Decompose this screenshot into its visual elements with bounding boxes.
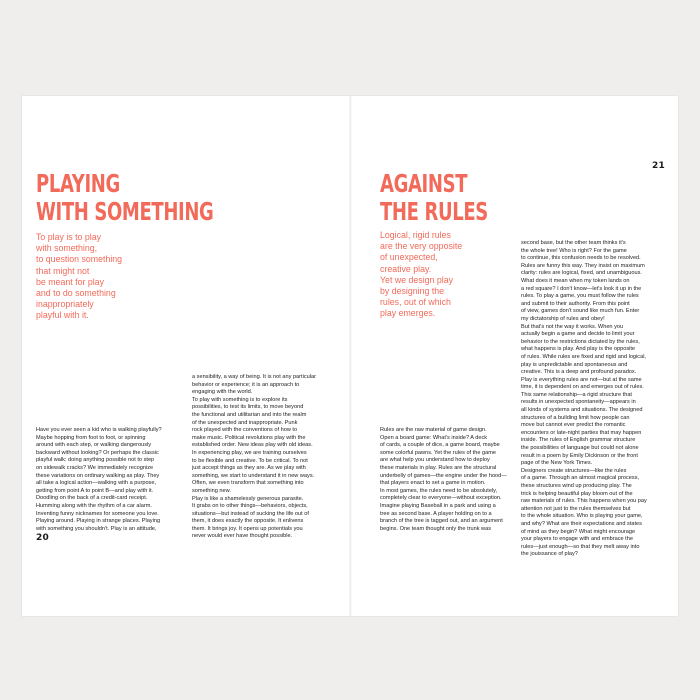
text-line: these variations on ordinary walking as play. They (36, 472, 160, 479)
lede-line: that might not (36, 265, 90, 276)
text-line: of mind as they begin? What might encourage (521, 528, 636, 535)
text-line: with something you shouldn't. Play is an attitude, (36, 525, 157, 532)
text-line: inside. The rules of English grammar structure (521, 437, 636, 444)
heading-line: THE RULES (380, 197, 488, 226)
lede-line: by designing the (380, 286, 445, 297)
heading-line: AGAINST (380, 169, 468, 198)
text-line: clarity: rules are logical, fixed, and unambiguous. (521, 270, 642, 277)
text-line: Inventing funny nicknames for someone you love. (36, 510, 159, 517)
lede-line: to question something (36, 254, 123, 265)
text-line: underbelly of games—the engine under the hood— (380, 472, 507, 479)
text-line: a sensibility, a way of being. It is not any particular (192, 374, 316, 380)
book-gutter (349, 96, 353, 616)
lede-line: rules, out of which (380, 297, 451, 308)
text-line: What does it mean when my token lands on (521, 277, 630, 284)
text-line: and submit to their authority. From this point (521, 300, 630, 307)
text-line: rock played with the conventions of how to (192, 427, 298, 434)
text-line: around with each step, or walking dangerously (36, 442, 152, 449)
text-line: move but cannot ever predict the romantic (521, 422, 626, 429)
text-line: actually begin a game and decide to limit your (521, 331, 635, 338)
text-line: something, we start to understand it in new ways. (192, 472, 315, 479)
text-line: are what help you understand how to deploy (380, 457, 490, 464)
text-line: my dictatorship of rules and obey! (521, 315, 605, 322)
text-line: completely clear to everyone—without exception. (380, 495, 502, 502)
text-line: Humming along with the rhythm of a car alarm. (36, 502, 152, 509)
text-line: results in unexpected spontaneity—appears in (521, 399, 636, 406)
text-line: possibilities, to test its limits, to move beyond (192, 404, 304, 411)
lede-line: are the very opposite (380, 241, 463, 252)
right-page-heading (380, 170, 488, 226)
text-line: your players to engage with and embrace the (521, 536, 633, 543)
heading-line: WITH SOMETHING (36, 197, 214, 226)
text-line: rules—just enough—so that they melt away into (521, 543, 640, 550)
text-line: something new. (192, 487, 231, 494)
text-line: begins. One team thought only the trunk was (380, 525, 492, 532)
text-line: Open a board game: What's inside? A deck (380, 434, 488, 441)
text-line: getting from point A to point B—and play with it. (36, 487, 154, 494)
text-line: Play is like a shamelessly generous parasite. (192, 495, 304, 502)
text-line: to be flexible and creative. To be critical. To not (192, 457, 308, 464)
text-line: a red square? I don't know—let's look it up in the (521, 285, 642, 292)
text-line: time, it is dependent on and emerges out of rules. (521, 384, 644, 391)
text-line: what happens is play. And play is the opposite (521, 346, 636, 353)
text-line: Playing around. Playing in strange places. Playing (36, 518, 161, 525)
lede-line: with something, (36, 243, 98, 254)
text-line: of rules. While rules are fixed and rigid and logical, (521, 353, 646, 360)
page-number-right: 21 (652, 161, 666, 171)
text-line: that players enact to set a game in motion. (380, 480, 486, 487)
text-line: just accept things as they are. As we play with (192, 465, 306, 472)
text-line: the functional and utilitarian and into the realm (192, 411, 307, 418)
text-line: to continue, this confusion needs to be resolved. (521, 255, 641, 262)
text-line: Often, we even transform that something into (192, 480, 304, 487)
text-line: result in a poem by Emily Dickinson or the front (521, 452, 638, 459)
left-page-column-1 (36, 427, 162, 533)
text-line: Rules are the raw material of game design. (380, 427, 487, 433)
lede-line: and to do something (36, 288, 116, 299)
text-line: behavior to the restrictions dictated by the rules, (521, 338, 640, 345)
text-line: the whole tree! Who is right? For the game (521, 247, 627, 254)
text-line: Have you ever seen a kid who is walking playfully? (36, 427, 162, 433)
text-line: In most games, the rules need to be absolutely, (380, 487, 498, 494)
text-line: raw materials of rules. This happens when you pay (521, 498, 647, 505)
lede-line: inappropriately (36, 299, 94, 310)
lede-line: of unexpected, (380, 252, 438, 263)
text-line: This same relationship—a rigid structure that (521, 391, 632, 398)
text-line: Maybe hopping from foot to foot, or spinning (36, 434, 146, 441)
text-line: encounters or late-night parties that may happen (521, 429, 642, 436)
text-line: structures of a building limit how people can (521, 414, 630, 421)
text-line: Play is everything rules are not—but at the same (521, 376, 642, 383)
text-line: to the whole situation. Who is playing your game, (521, 513, 643, 520)
text-line: Designers create structures—like the rules (521, 467, 627, 474)
text-line: the possibilities of language but could not alone (521, 445, 639, 452)
text-line: Rules are funny this way. They insist on maximum (521, 262, 645, 269)
text-line: of cards, a couple of dice, a game board, maybe (380, 442, 500, 449)
left-page-column-2 (192, 374, 316, 541)
text-line: them. It brings joy. It opens up potentials you (192, 525, 303, 532)
text-line: page of the New York Times. (521, 460, 593, 467)
text-line: Doodling on the back of a credit-card receipt. (36, 495, 148, 502)
text-line: In experiencing play, we are training ourselves (192, 449, 307, 456)
text-line: them, it does exactly the opposite. It enlivens (192, 518, 304, 525)
lede-line: Logical, rigid rules (380, 230, 451, 240)
text-line: of a game. Through an almost magical process, (521, 475, 640, 482)
text-line: second base, but the other team thinks it's (521, 240, 626, 246)
text-line: But that's not the way it works. When you (521, 323, 624, 330)
page-number-left: 20 (36, 533, 50, 543)
text-line: the jouissance of play? (521, 551, 578, 558)
text-line: rules. To play a game, you must follow the rules (521, 293, 639, 300)
text-line: playful walk: doing anything possible not to step (36, 457, 155, 464)
right-page-column-1 (380, 427, 507, 533)
lede-line: be meant for play (36, 276, 104, 287)
text-line: It grabs on to other things—behaviors, objects, (192, 503, 308, 510)
text-line: these materials in play. Rules are the structural (380, 464, 497, 471)
right-page-lede (380, 230, 462, 320)
text-line: on sidewalk cracks? We immediately recognize (36, 464, 154, 471)
text-line: creative. This is a deep and profound paradox. (521, 369, 637, 376)
left-page-lede (36, 232, 122, 322)
text-line: of view, games don't sound like much fun. Enter (521, 308, 640, 315)
text-line: attention not just to the rules themselves but (521, 505, 631, 512)
text-line: trick is helping beautiful play bloom out of the (521, 490, 633, 497)
lede-line: creative play. (380, 263, 432, 274)
text-line: established order. New ideas play with old ideas. (192, 442, 313, 449)
text-line: and why? What are their expectations and states (521, 520, 642, 527)
text-line: all take a logical action—walking with a purpose, (36, 480, 157, 487)
text-line: situations—but instead of sucking the life out of (192, 510, 309, 517)
text-line: never would ever have thought possible. (192, 533, 293, 540)
lede-line: playful with it. (36, 310, 89, 321)
text-line: of the unexpected and inappropriate. Punk (192, 419, 298, 426)
lede-line: play emerges. (380, 308, 436, 319)
text-line: some colorful pawns. Yet the rules of the game (380, 449, 496, 456)
lede-line: To play is to play (36, 232, 102, 242)
text-line: branch of the tree is tagged out, and an argument (380, 518, 503, 525)
text-line: Imagine playing Baseball in a park and using a (380, 502, 496, 509)
text-line: tree as second base. A player holding on to a (380, 510, 492, 517)
text-line: To play with something is to explore its (192, 396, 288, 403)
text-line: all kinds of systems and situations. The designed (521, 407, 643, 414)
lede-line: Yet we design play (380, 274, 454, 285)
text-line: engaging with the world. (192, 389, 253, 396)
heading-line: PLAYING (36, 169, 120, 198)
text-line: make music. Political revolutions play with the (192, 434, 306, 441)
text-line: play is unpredictable and spontaneous and (521, 361, 628, 368)
text-line: these structures wind up producing play. The (521, 483, 632, 489)
text-line: backward without looking? Or perhaps the classic (36, 449, 159, 456)
left-page-heading (36, 170, 213, 226)
text-line: behavior or experience; it is an approach to (192, 381, 300, 388)
right-page-column-2 (521, 240, 647, 559)
